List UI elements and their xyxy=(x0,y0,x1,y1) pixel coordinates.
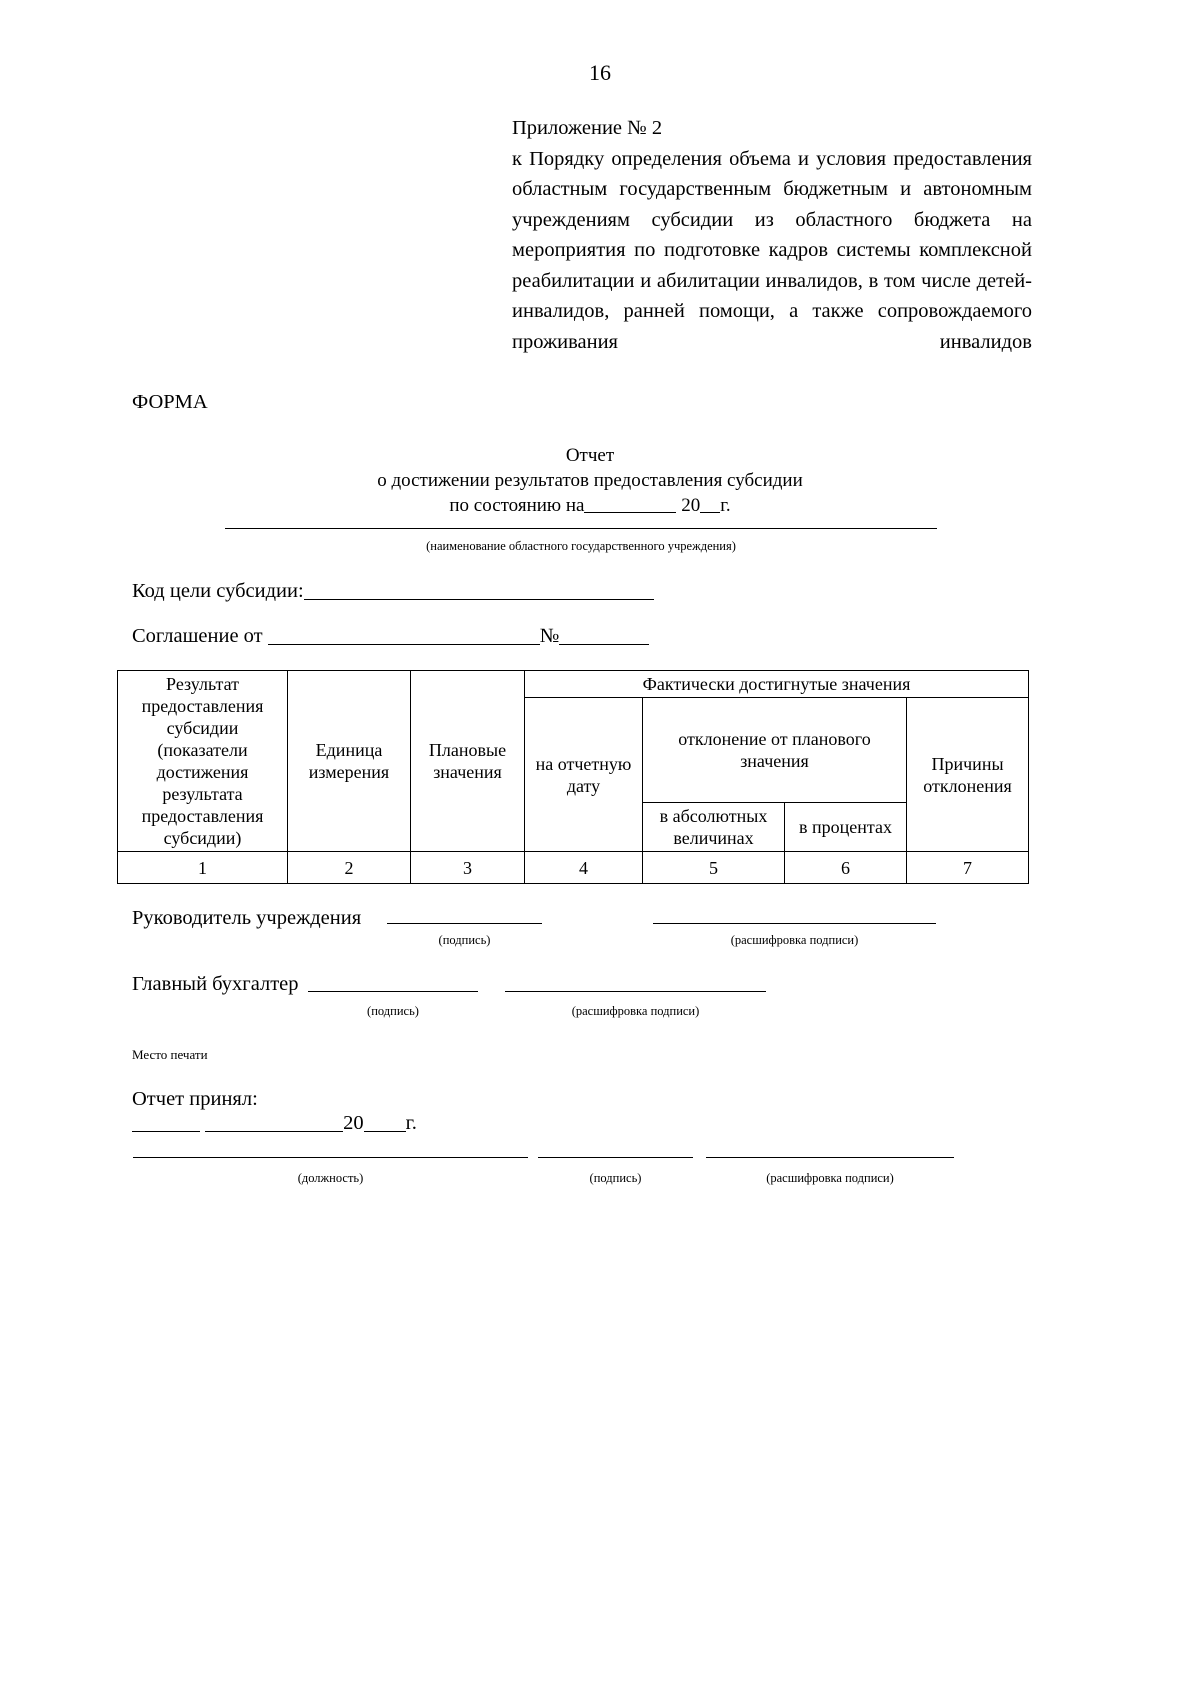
agreement-label: Соглашение от xyxy=(132,625,263,647)
head-signature-caption: (подпись) xyxy=(438,933,491,947)
acceptance-position-blank[interactable] xyxy=(133,1157,528,1158)
accountant-signature-caption: (подпись) xyxy=(367,1004,419,1018)
accountant-signature-blank[interactable] xyxy=(308,991,478,992)
appendix-title: Приложение № 2 xyxy=(512,117,663,139)
col-num-6: 6 xyxy=(785,852,907,884)
agreement-row xyxy=(132,626,649,647)
purpose-code-row xyxy=(132,581,654,602)
acceptance-signature-blank[interactable] xyxy=(538,1157,693,1158)
col-num-4: 4 xyxy=(525,852,643,884)
th-deviation-group: отклонение от планового значения xyxy=(643,698,907,803)
head-name-caption: (расшифровка подписи) xyxy=(730,933,859,947)
report-title-line-1: Отчет xyxy=(565,445,615,466)
th-absolute: в абсолютных величинах xyxy=(643,803,785,852)
agreement-number-input[interactable] xyxy=(559,627,649,645)
th-on-report-date: на отчетную дату xyxy=(525,698,643,852)
agreement-date-input[interactable] xyxy=(268,627,540,645)
report-date-prefix: по состоянию на xyxy=(449,495,585,516)
institution-name-blank[interactable] xyxy=(225,528,937,529)
appendix-reference-text: к Порядку определения объема и условия предоставления областным государственным бюджетным и автономным учреждениям субсидии из областного бюджета на мероприятия по подготовке кадров системы комплексной реабилитации и абилитации инвалидов, в том числе детей-инвалидов, ранней помощи, а также сопровождаемого проживания инвалидов xyxy=(512,147,1032,353)
col-num-7: 7 xyxy=(907,852,1029,884)
agreement-number-sign: № xyxy=(539,625,560,647)
acceptance-date-row xyxy=(132,1113,417,1134)
acceptance-year-suffix: г. xyxy=(405,1112,417,1134)
report-accepted-label: Отчет принял: xyxy=(132,1088,258,1110)
head-of-institution-label: Руководитель учреждения xyxy=(132,907,362,929)
th-percent: в процентах xyxy=(785,803,907,852)
results-table xyxy=(117,670,1028,884)
acceptance-year-blank[interactable] xyxy=(364,1114,406,1132)
th-result: Результат предоставления субсидии (показатели достижения результата предоставления субсидии) xyxy=(118,671,288,852)
chief-accountant-label: Главный бухгалтер xyxy=(132,973,299,995)
acceptance-month-blank[interactable] xyxy=(205,1114,343,1132)
acceptance-signature-caption: (подпись) xyxy=(589,1171,642,1185)
page-number: 16 xyxy=(589,60,611,85)
col-num-2: 2 xyxy=(288,852,411,884)
accountant-name-caption: (расшифровка подписи) xyxy=(571,1004,700,1018)
th-actual-group: Фактически достигнутые значения xyxy=(525,671,1029,698)
head-name-blank[interactable] xyxy=(653,923,936,924)
acceptance-name-blank[interactable] xyxy=(706,1157,954,1158)
acceptance-year: 20 xyxy=(343,1112,364,1134)
report-date-year: 20 xyxy=(681,495,701,516)
col-num-1: 1 xyxy=(118,852,288,884)
purpose-code-label: Код цели субсидии: xyxy=(132,580,304,602)
th-reasons: Причины отклонения xyxy=(907,698,1029,852)
table-header-row-1 xyxy=(118,671,1029,698)
report-title-line-2: о достижении результатов предоставления субсидии xyxy=(377,470,803,491)
acceptance-day-blank[interactable] xyxy=(132,1114,200,1132)
report-year-blank[interactable] xyxy=(700,498,720,513)
col-num-3: 3 xyxy=(411,852,525,884)
col-num-5: 5 xyxy=(643,852,785,884)
accountant-name-blank[interactable] xyxy=(505,991,766,992)
appendix-header xyxy=(512,113,1032,388)
acceptance-position-caption: (должность) xyxy=(297,1171,364,1185)
report-title-block xyxy=(220,443,960,518)
seal-place-note: Место печати xyxy=(132,1047,208,1062)
institution-name-caption: (наименование областного государственного учреждения) xyxy=(426,539,736,553)
form-marker: ФОРМА xyxy=(132,391,208,413)
report-date-line xyxy=(220,493,960,518)
head-signature-blank[interactable] xyxy=(387,923,542,924)
report-date-blank[interactable] xyxy=(584,496,676,513)
report-date-suffix: г. xyxy=(720,495,731,516)
table-column-number-row xyxy=(118,852,1029,884)
th-unit: Единица измерения xyxy=(288,671,411,852)
acceptance-name-caption: (расшифровка подписи) xyxy=(766,1171,894,1185)
purpose-code-input[interactable] xyxy=(304,582,654,600)
th-planned: Плановые значения xyxy=(411,671,525,852)
